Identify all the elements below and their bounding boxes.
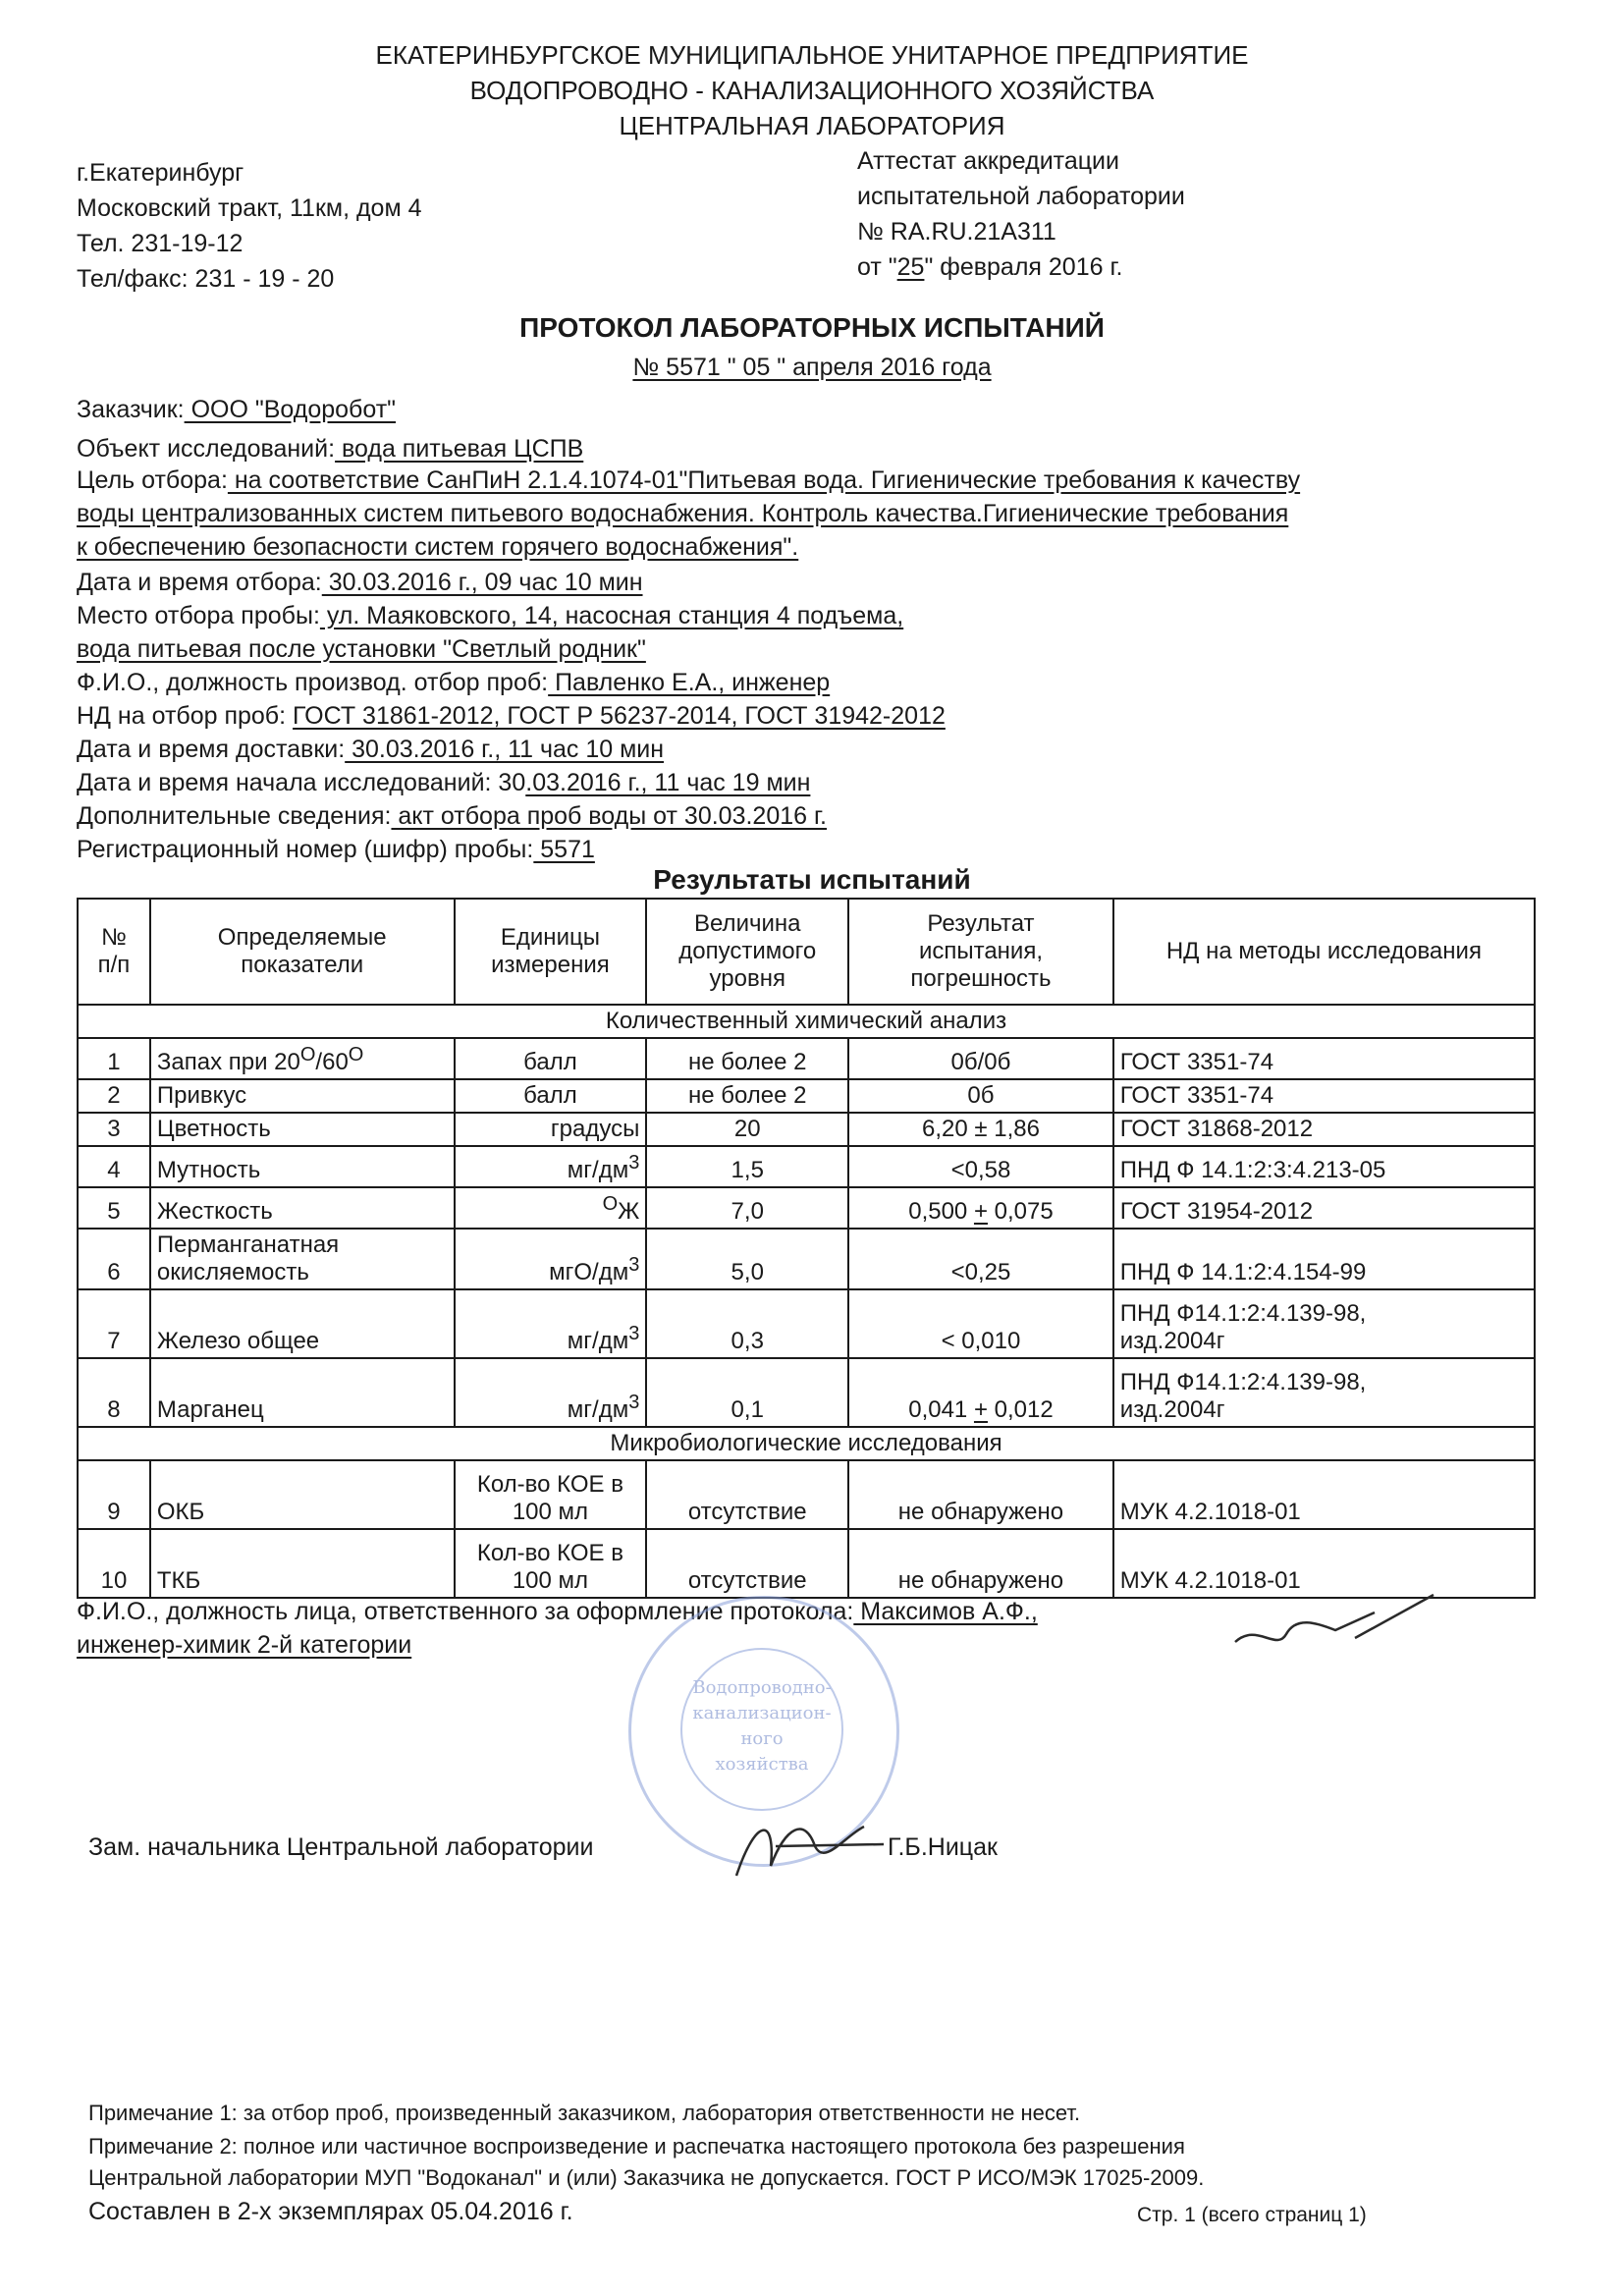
row-param: Мутность bbox=[150, 1146, 455, 1187]
start-value: .03.2016 г., 11 час 19 мин bbox=[525, 769, 811, 796]
row-method-2: изд.2004г bbox=[1119, 1328, 1225, 1354]
row-result: <0,25 bbox=[848, 1229, 1113, 1289]
row-method: ПНД Ф 14.1:2:4.154-99 bbox=[1113, 1229, 1535, 1289]
address-phone: Тел. 231-19-12 bbox=[77, 230, 244, 257]
header-num-2: п/п bbox=[97, 952, 131, 978]
row-num: 2 bbox=[78, 1079, 150, 1113]
accreditation-date-prefix: от " bbox=[857, 253, 897, 281]
row-unit-text: Ж bbox=[618, 1198, 640, 1225]
row-result-a: 0,041 bbox=[908, 1396, 974, 1423]
field-reg-number bbox=[77, 833, 595, 866]
row-param: Железо общее bbox=[150, 1289, 455, 1358]
extra-label: Дополнительные сведения: bbox=[77, 802, 392, 830]
row-result: < 0,010 bbox=[848, 1289, 1113, 1358]
nd-value: ГОСТ 31861-2012, ГОСТ Р 56237-2014, ГОСТ 31942-2012 bbox=[293, 702, 946, 730]
results-title: Результаты испытаний bbox=[653, 864, 971, 895]
protocol-number-text: № 5571 " 05 " апреля 2016 года bbox=[632, 354, 992, 381]
row-result-pm: + bbox=[973, 1198, 988, 1225]
delivery-value: 30.03.2016 г., 11 час 10 мин bbox=[345, 736, 665, 763]
header-unit-2: измерения bbox=[491, 952, 610, 978]
row-param-sup1: О bbox=[299, 1044, 316, 1066]
row-num: 3 bbox=[78, 1113, 150, 1146]
field-delivery bbox=[77, 733, 664, 766]
row-method-1: ПНД Ф14.1:2:4.139-98, bbox=[1119, 1300, 1367, 1327]
accreditation-date-day: 25 bbox=[896, 253, 925, 281]
row-param: Цветность bbox=[150, 1113, 455, 1146]
row-unit-sup: 3 bbox=[628, 1254, 640, 1276]
header-limit-1: Величина bbox=[694, 910, 801, 937]
responsible-line bbox=[77, 1595, 1038, 1628]
row-method bbox=[1113, 1289, 1535, 1358]
row-num: 8 bbox=[78, 1358, 150, 1427]
header-limit-2: допустимого bbox=[678, 938, 817, 964]
place-value-2: вода питьевая после установки "Светлый родник" bbox=[77, 635, 646, 663]
row-num: 6 bbox=[78, 1229, 150, 1289]
header-result-1: Результат bbox=[927, 910, 1035, 937]
row-param-2: окисляемость bbox=[156, 1259, 309, 1285]
row-result: 0б bbox=[848, 1079, 1113, 1113]
field-purpose-cont2 bbox=[77, 530, 798, 564]
note-2-line-1: Примечание 2: полное или частичное воспроизведение и распечатка настоящего протокола без разрешения bbox=[88, 2134, 1185, 2159]
table-row bbox=[78, 1038, 1535, 1079]
address-block bbox=[77, 155, 422, 297]
purpose-value-2: воды централизованных систем питьевого водоснабжения. Контроль качества.Гигиенические требования bbox=[77, 500, 1289, 527]
row-param bbox=[150, 1038, 455, 1079]
row-unit-text: мг/дм bbox=[567, 1157, 629, 1183]
stamp-line-1: Водопроводно- bbox=[692, 1677, 832, 1698]
row-unit-1: Кол-во КОЕ в bbox=[476, 1471, 623, 1498]
stamp-line-2: канализацион- bbox=[692, 1703, 832, 1723]
header-result-2: испытания, bbox=[918, 938, 1043, 964]
row-param-a: Запах при 20 bbox=[156, 1049, 300, 1075]
row-param: ТКБ bbox=[150, 1529, 455, 1598]
row-param: Марганец bbox=[150, 1358, 455, 1427]
header-param-1: Определяемые bbox=[217, 924, 387, 951]
row-num: 9 bbox=[78, 1460, 150, 1529]
nd-label: НД на отбор проб: bbox=[77, 702, 294, 730]
field-customer bbox=[77, 393, 396, 426]
row-result: не обнаружено bbox=[848, 1529, 1113, 1598]
accreditation-block bbox=[857, 143, 1185, 285]
place-label: Место отбора пробы: bbox=[77, 602, 320, 629]
signature-responsible bbox=[1227, 1583, 1443, 1662]
row-limit: 20 bbox=[646, 1113, 848, 1146]
row-limit: 0,3 bbox=[646, 1289, 848, 1358]
row-result: <0,58 bbox=[848, 1146, 1113, 1187]
row-unit-1: Кол-во КОЕ в bbox=[476, 1540, 623, 1566]
address-fax: Тел/факс: 231 - 19 - 20 bbox=[77, 265, 335, 293]
row-method: ПНД Ф 14.1:2:3:4.213-05 bbox=[1113, 1146, 1535, 1187]
field-sampling-datetime bbox=[77, 566, 643, 599]
table-row bbox=[78, 1113, 1535, 1146]
delivery-label: Дата и время доставки: bbox=[77, 736, 346, 763]
sampling-dt-label: Дата и время отбора: bbox=[77, 569, 322, 596]
protocol-title: ПРОТОКОЛ ЛАБОРАТОРНЫХ ИСПЫТАНИЙ bbox=[519, 312, 1105, 343]
row-unit bbox=[455, 1229, 647, 1289]
stamp-line-4: хозяйства bbox=[715, 1754, 809, 1775]
table-row bbox=[78, 1289, 1535, 1358]
row-method: ГОСТ 31954-2012 bbox=[1113, 1187, 1535, 1229]
row-result-a: 0,500 bbox=[908, 1198, 974, 1225]
row-limit: 0,1 bbox=[646, 1358, 848, 1427]
row-unit: градусы bbox=[455, 1113, 647, 1146]
sampler-value: Павленко Е.А., инженер bbox=[548, 669, 831, 696]
header-param-2: показатели bbox=[241, 952, 364, 978]
table-row bbox=[78, 1358, 1535, 1427]
table-header-row bbox=[78, 899, 1535, 1005]
header-method: НД на методы исследования bbox=[1113, 899, 1535, 1005]
table-row bbox=[78, 1460, 1535, 1529]
row-limit: 1,5 bbox=[646, 1146, 848, 1187]
row-unit-sup: О bbox=[602, 1193, 619, 1215]
purpose-value-1: на соответствие СанПиН 2.1.4.1074-01"Питьевая вода. Гигиенические требования к качеству bbox=[227, 466, 1301, 494]
row-method-1: ПНД Ф14.1:2:4.139-98, bbox=[1119, 1369, 1367, 1395]
start-label: Дата и время начала исследований: 30 bbox=[77, 769, 526, 796]
row-method: ГОСТ 31868-2012 bbox=[1113, 1113, 1535, 1146]
field-extra bbox=[77, 799, 827, 833]
protocol-number bbox=[0, 354, 1624, 382]
page-number: Стр. 1 (всего страниц 1) bbox=[1137, 2204, 1367, 2226]
row-unit-2: 100 мл bbox=[512, 1567, 589, 1594]
purpose-label: Цель отбора: bbox=[77, 466, 228, 494]
field-start bbox=[77, 766, 810, 799]
object-label: Объект исследований: bbox=[77, 435, 336, 463]
row-unit-sup: 3 bbox=[628, 1152, 640, 1174]
note-2-line-2: Центральной лаборатории МУП "Водоканал" и (или) Заказчика не допускается. ГОСТ Р ИСО/МЭК 17025-2009. bbox=[88, 2165, 1205, 2190]
row-num: 5 bbox=[78, 1187, 150, 1229]
stamp-line-3: ного bbox=[740, 1728, 784, 1749]
row-unit bbox=[455, 1187, 647, 1229]
row-num: 1 bbox=[78, 1038, 150, 1079]
field-nd-sampling bbox=[77, 699, 946, 733]
customer-label: Заказчик: bbox=[77, 396, 185, 423]
table-row bbox=[78, 1187, 1535, 1229]
table-row bbox=[78, 1229, 1535, 1289]
org-name-line2: ВОДОПРОВОДНО - КАНАЛИЗАЦИОННОГО ХОЗЯЙСТВА bbox=[469, 76, 1155, 105]
header-limit bbox=[646, 899, 848, 1005]
sampling-dt-value: 30.03.2016 г., 09 час 10 мин bbox=[321, 569, 643, 596]
responsible-label: Ф.И.О., должность лица, ответственного за оформление протокола: bbox=[77, 1598, 854, 1625]
field-purpose bbox=[77, 464, 1300, 497]
section-chem: Количественный химический анализ bbox=[78, 1005, 1535, 1038]
place-value-1: ул. Маяковского, 14, насосная станция 4 подъема, bbox=[319, 602, 904, 629]
responsible-name: Максимов А.Ф., bbox=[853, 1598, 1038, 1625]
signatory-name: Г.Б.Ницак bbox=[888, 1833, 998, 1861]
header-param bbox=[150, 899, 455, 1005]
row-limit: не более 2 bbox=[646, 1038, 848, 1079]
object-value: вода питьевая ЦСПВ bbox=[335, 435, 584, 463]
responsible-position-line bbox=[77, 1628, 411, 1662]
signature-head bbox=[717, 1797, 903, 1886]
row-result: 6,20 ± 1,86 bbox=[848, 1113, 1113, 1146]
row-limit: не более 2 bbox=[646, 1079, 848, 1113]
row-method: ГОСТ 3351-74 bbox=[1113, 1079, 1535, 1113]
row-num: 10 bbox=[78, 1529, 150, 1598]
stamp-center bbox=[680, 1648, 843, 1811]
field-place bbox=[77, 599, 903, 632]
row-unit bbox=[455, 1289, 647, 1358]
row-method-2: изд.2004г bbox=[1119, 1396, 1225, 1423]
row-unit bbox=[455, 1358, 647, 1427]
extra-value: акт отбора проб воды от 30.03.2016 г. bbox=[391, 802, 827, 830]
row-unit-text: мг/дм bbox=[567, 1328, 629, 1354]
section-micro: Микробиологические исследования bbox=[78, 1427, 1535, 1460]
row-num: 4 bbox=[78, 1146, 150, 1187]
row-unit-sup: 3 bbox=[628, 1392, 640, 1413]
purpose-value-3: к обеспечению безопасности систем горячего водоснабжения". bbox=[77, 533, 799, 561]
signatory-position: Зам. начальника Центральной лаборатории bbox=[88, 1833, 594, 1861]
address-city: г.Екатеринбург bbox=[77, 159, 244, 187]
row-method: МУК 4.2.1018-01 bbox=[1113, 1529, 1535, 1598]
reg-value: 5571 bbox=[533, 836, 595, 863]
row-unit: балл bbox=[455, 1038, 647, 1079]
header-limit-3: уровня bbox=[709, 965, 785, 992]
row-unit bbox=[455, 1146, 647, 1187]
row-method bbox=[1113, 1358, 1535, 1427]
row-param: Привкус bbox=[150, 1079, 455, 1113]
accreditation-line1: Аттестат аккредитации bbox=[857, 147, 1119, 175]
table-section-row bbox=[78, 1005, 1535, 1038]
row-result-b: 0,075 bbox=[987, 1198, 1054, 1225]
row-result: не обнаружено bbox=[848, 1460, 1113, 1529]
reg-label: Регистрационный номер (шифр) пробы: bbox=[77, 836, 534, 863]
row-limit: отсутствие bbox=[646, 1460, 848, 1529]
row-num: 7 bbox=[78, 1289, 150, 1358]
row-param: ОКБ bbox=[150, 1460, 455, 1529]
responsible-position: инженер-химик 2-й категории bbox=[77, 1631, 412, 1659]
row-param bbox=[150, 1229, 455, 1289]
row-unit-text: мгО/дм bbox=[549, 1259, 629, 1285]
customer-value: ООО "Водоробот" bbox=[184, 396, 397, 423]
row-result bbox=[848, 1187, 1113, 1229]
row-unit bbox=[455, 1529, 647, 1598]
row-limit: отсутствие bbox=[646, 1529, 848, 1598]
row-limit: 7,0 bbox=[646, 1187, 848, 1229]
table-row bbox=[78, 1079, 1535, 1113]
row-unit bbox=[455, 1460, 647, 1529]
row-param: Жесткость bbox=[150, 1187, 455, 1229]
note-1: Примечание 1: за отбор проб, произведенный заказчиком, лаборатория ответственности не несет. bbox=[88, 2101, 1081, 2125]
row-result: 0б/0б bbox=[848, 1038, 1113, 1079]
header-result bbox=[848, 899, 1113, 1005]
field-place-cont bbox=[77, 632, 646, 666]
row-result-b: 0,012 bbox=[987, 1396, 1054, 1423]
row-method: ГОСТ 3351-74 bbox=[1113, 1038, 1535, 1079]
header-num-1: № bbox=[101, 924, 127, 951]
accreditation-date bbox=[857, 249, 1185, 285]
header-result-3: погрешность bbox=[910, 965, 1052, 992]
header-unit bbox=[455, 899, 647, 1005]
results-table bbox=[77, 898, 1536, 1599]
field-purpose-cont1 bbox=[77, 497, 1288, 530]
header-unit-1: Единицы bbox=[500, 924, 600, 951]
row-method: МУК 4.2.1018-01 bbox=[1113, 1460, 1535, 1529]
accreditation-number: № RA.RU.21А311 bbox=[857, 218, 1056, 246]
address-street: Московский тракт, 11км, дом 4 bbox=[77, 194, 422, 222]
row-param-sup2: О bbox=[348, 1044, 364, 1066]
accreditation-date-suffix: " февраля 2016 г. bbox=[924, 253, 1123, 281]
row-unit-sup: 3 bbox=[628, 1323, 640, 1344]
row-param-1: Перманганатная bbox=[156, 1231, 340, 1258]
sampler-label: Ф.И.О., должность производ. отбор проб: bbox=[77, 669, 549, 696]
table-row bbox=[78, 1146, 1535, 1187]
header-num bbox=[78, 899, 150, 1005]
org-name-line3: ЦЕНТРАЛЬНАЯ ЛАБОРАТОРИЯ bbox=[619, 111, 1005, 140]
copies-note: Составлен в 2-х экземплярах 05.04.2016 г. bbox=[88, 2198, 573, 2225]
row-unit-2: 100 мл bbox=[512, 1499, 589, 1525]
row-unit-text: мг/дм bbox=[567, 1396, 629, 1423]
field-object bbox=[77, 432, 583, 465]
row-unit: балл bbox=[455, 1079, 647, 1113]
field-sampler bbox=[77, 666, 830, 699]
accreditation-line2: испытательной лаборатории bbox=[857, 183, 1185, 210]
org-name-line1: ЕКАТЕРИНБУРГСКОЕ МУНИЦИПАЛЬНОЕ УНИТАРНОЕ ПРЕДПРИЯТИЕ bbox=[375, 40, 1249, 70]
row-param-b: /60 bbox=[315, 1049, 349, 1075]
row-result-pm: + bbox=[973, 1396, 988, 1423]
row-result bbox=[848, 1358, 1113, 1427]
table-section-row bbox=[78, 1427, 1535, 1460]
row-limit: 5,0 bbox=[646, 1229, 848, 1289]
